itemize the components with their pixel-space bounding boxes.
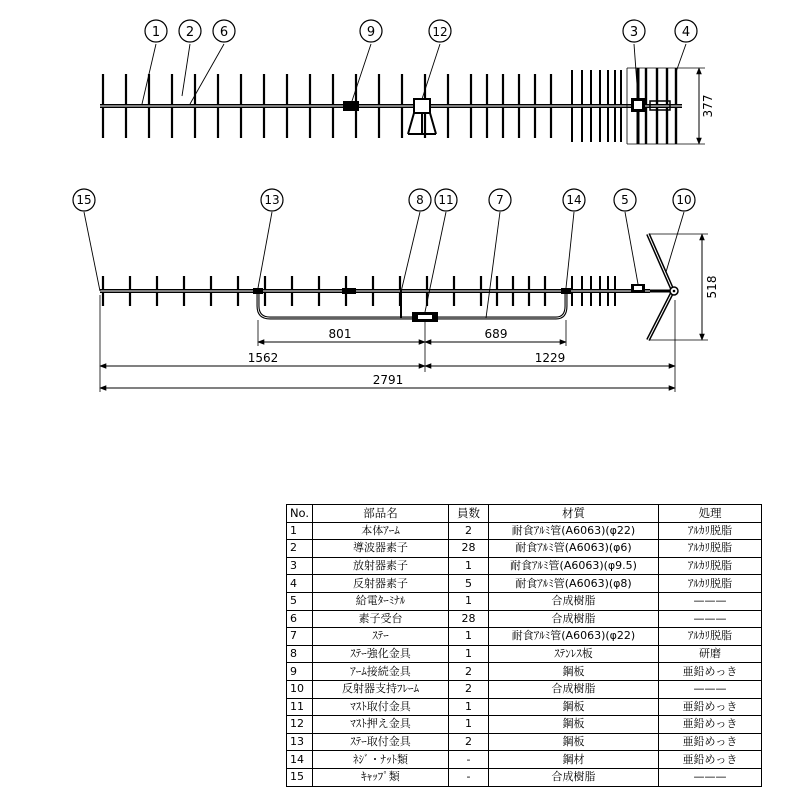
cell-name: ﾏｽﾄ取付金具	[313, 698, 449, 716]
cell-material: 合成樹脂	[489, 610, 659, 628]
svg-text:8: 8	[416, 193, 424, 207]
callout-4	[675, 20, 697, 72]
cell-material: ｽﾃﾝﾚｽ板	[489, 645, 659, 663]
cell-no: 3	[287, 557, 313, 575]
table-row	[287, 610, 762, 628]
cell-no: 7	[287, 628, 313, 646]
header-finish: 処理	[659, 505, 762, 523]
cell-finish: ———	[659, 592, 762, 610]
cell-material: 鋼板	[489, 663, 659, 681]
table-row	[287, 733, 762, 751]
side-callouts	[73, 189, 695, 318]
svg-text:12: 12	[432, 25, 448, 39]
cell-finish: ｱﾙｶﾘ脱脂	[659, 540, 762, 558]
callout-11	[425, 189, 457, 312]
dim-689: 689	[484, 327, 508, 341]
parts-table-header	[287, 505, 762, 523]
header-name: 部品名	[313, 505, 449, 523]
cell-finish: 亜鉛めっき	[659, 751, 762, 769]
table-row	[287, 522, 762, 540]
cell-no: 4	[287, 575, 313, 593]
stay-mount-rear	[253, 288, 263, 294]
cell-name: ｽﾃｰ	[313, 628, 449, 646]
cell-qty: 28	[449, 540, 489, 558]
cell-material: 合成樹脂	[489, 592, 659, 610]
cell-no: 10	[287, 680, 313, 698]
cell-finish: 亜鉛めっき	[659, 716, 762, 734]
cell-finish: ———	[659, 768, 762, 786]
dim-1229: 1229	[534, 351, 566, 365]
cell-no: 12	[287, 716, 313, 734]
callout-5	[614, 189, 638, 284]
svg-text:5: 5	[621, 193, 629, 207]
top-view	[100, 68, 715, 144]
dim-801: 801	[328, 327, 352, 341]
callout-10	[666, 189, 695, 272]
svg-text:11: 11	[438, 193, 454, 207]
cell-finish: ｱﾙｶﾘ脱脂	[659, 628, 762, 646]
dim-2791: 2791	[372, 373, 404, 387]
svg-text:14: 14	[566, 193, 582, 207]
cell-no: 5	[287, 592, 313, 610]
callout-7	[486, 189, 511, 318]
svg-text:15: 15	[76, 193, 92, 207]
cell-finish: ———	[659, 610, 762, 628]
cell-material: 耐食ｱﾙﾐ管(A6063)(φ8)	[489, 575, 659, 593]
cell-material: 耐食ｱﾙﾐ管(A6063)(φ22)	[489, 628, 659, 646]
cell-finish: ｱﾙｶﾘ脱脂	[659, 557, 762, 575]
cell-material: 鋼板	[489, 698, 659, 716]
cell-qty: 1	[449, 557, 489, 575]
cell-material: 鋼板	[489, 716, 659, 734]
table-row	[287, 680, 762, 698]
dim-side-height: 518	[705, 275, 719, 299]
cell-name: 反射器支持ﾌﾚｰﾑ	[313, 680, 449, 698]
cell-name: ｽﾃｰ取付金具	[313, 733, 449, 751]
header-qty: 員数	[449, 505, 489, 523]
table-row	[287, 628, 762, 646]
callout-14	[563, 189, 585, 288]
cell-name: ｷｬｯﾌﾟ類	[313, 768, 449, 786]
cell-no: 2	[287, 540, 313, 558]
cell-no: 13	[287, 733, 313, 751]
cell-qty: 1	[449, 645, 489, 663]
cell-name: ﾏｽﾄ押え金具	[313, 716, 449, 734]
table-row	[287, 751, 762, 769]
cell-qty: 2	[449, 663, 489, 681]
callout-13	[258, 189, 283, 288]
cell-no: 14	[287, 751, 313, 769]
cell-name: ｱｰﾑ接続金具	[313, 663, 449, 681]
table-row	[287, 663, 762, 681]
svg-text:9: 9	[366, 25, 376, 40]
callout-3	[623, 20, 645, 98]
table-row	[287, 645, 762, 663]
cell-material: 合成樹脂	[489, 680, 659, 698]
svg-text:3: 3	[629, 25, 639, 40]
reflector-frame	[648, 234, 678, 340]
cell-finish: 亜鉛めっき	[659, 663, 762, 681]
cell-name: 放射器素子	[313, 557, 449, 575]
cell-name: 本体ｱｰﾑ	[313, 522, 449, 540]
cell-material: 耐食ｱﾙﾐ管(A6063)(φ22)	[489, 522, 659, 540]
cell-finish: 亜鉛めっき	[659, 698, 762, 716]
stay-mount-front	[561, 288, 571, 294]
cell-name: 素子受台	[313, 610, 449, 628]
cell-material: 耐食ｱﾙﾐ管(A6063)(φ6)	[489, 540, 659, 558]
parts-table	[286, 504, 762, 787]
cell-qty: 5	[449, 575, 489, 593]
parts-table-body	[287, 522, 762, 786]
cell-finish: ｱﾙｶﾘ脱脂	[659, 575, 762, 593]
svg-text:1: 1	[151, 25, 161, 40]
table-row	[287, 698, 762, 716]
cell-material: 合成樹脂	[489, 768, 659, 786]
cell-no: 1	[287, 522, 313, 540]
svg-text:2: 2	[185, 25, 195, 40]
callout-15	[73, 189, 100, 291]
cell-qty: 1	[449, 592, 489, 610]
cell-name: 給電ﾀｰﾐﾅﾙ	[313, 592, 449, 610]
cell-material: 鋼板	[489, 733, 659, 751]
cell-material: 鋼材	[489, 751, 659, 769]
cell-no: 15	[287, 768, 313, 786]
header-no: No.	[287, 505, 313, 523]
callout-2	[179, 20, 201, 96]
cell-qty: 1	[449, 716, 489, 734]
cell-no: 8	[287, 645, 313, 663]
callout-1	[142, 20, 167, 104]
callout-12	[422, 20, 451, 99]
cell-no: 9	[287, 663, 313, 681]
side-view	[100, 234, 719, 340]
cell-name: 反射器素子	[313, 575, 449, 593]
cell-qty: 1	[449, 628, 489, 646]
callout-9	[352, 20, 382, 101]
cell-finish: ———	[659, 680, 762, 698]
cell-no: 11	[287, 698, 313, 716]
cell-qty: 1	[449, 698, 489, 716]
svg-text:4: 4	[681, 25, 691, 40]
table-row	[287, 768, 762, 786]
cell-qty: 2	[449, 680, 489, 698]
cell-finish: 亜鉛めっき	[659, 733, 762, 751]
cell-material: 耐食ｱﾙﾐ管(A6063)(φ9.5)	[489, 557, 659, 575]
cell-name: ﾈｼﾞ・ﾅｯﾄ類	[313, 751, 449, 769]
top-callouts	[142, 20, 697, 104]
cell-qty: 2	[449, 733, 489, 751]
table-row	[287, 557, 762, 575]
cell-finish: ｱﾙｶﾘ脱脂	[659, 522, 762, 540]
table-row	[287, 716, 762, 734]
table-row	[287, 592, 762, 610]
dim-top-height: 377	[701, 94, 715, 118]
cell-name: 導波器素子	[313, 540, 449, 558]
table-row	[287, 575, 762, 593]
cell-qty: -	[449, 768, 489, 786]
header-material: 材質	[489, 505, 659, 523]
dim-1562: 1562	[247, 351, 279, 365]
cell-qty: 2	[449, 522, 489, 540]
svg-text:6: 6	[219, 25, 229, 40]
arm-joint	[343, 101, 359, 111]
svg-text:13: 13	[264, 193, 280, 207]
cell-qty: -	[449, 751, 489, 769]
svg-text:10: 10	[676, 193, 692, 207]
cell-finish: 研磨	[659, 645, 762, 663]
cell-name: ｽﾃｰ強化金具	[313, 645, 449, 663]
cell-no: 6	[287, 610, 313, 628]
table-row	[287, 540, 762, 558]
cell-qty: 28	[449, 610, 489, 628]
svg-text:7: 7	[496, 193, 504, 207]
